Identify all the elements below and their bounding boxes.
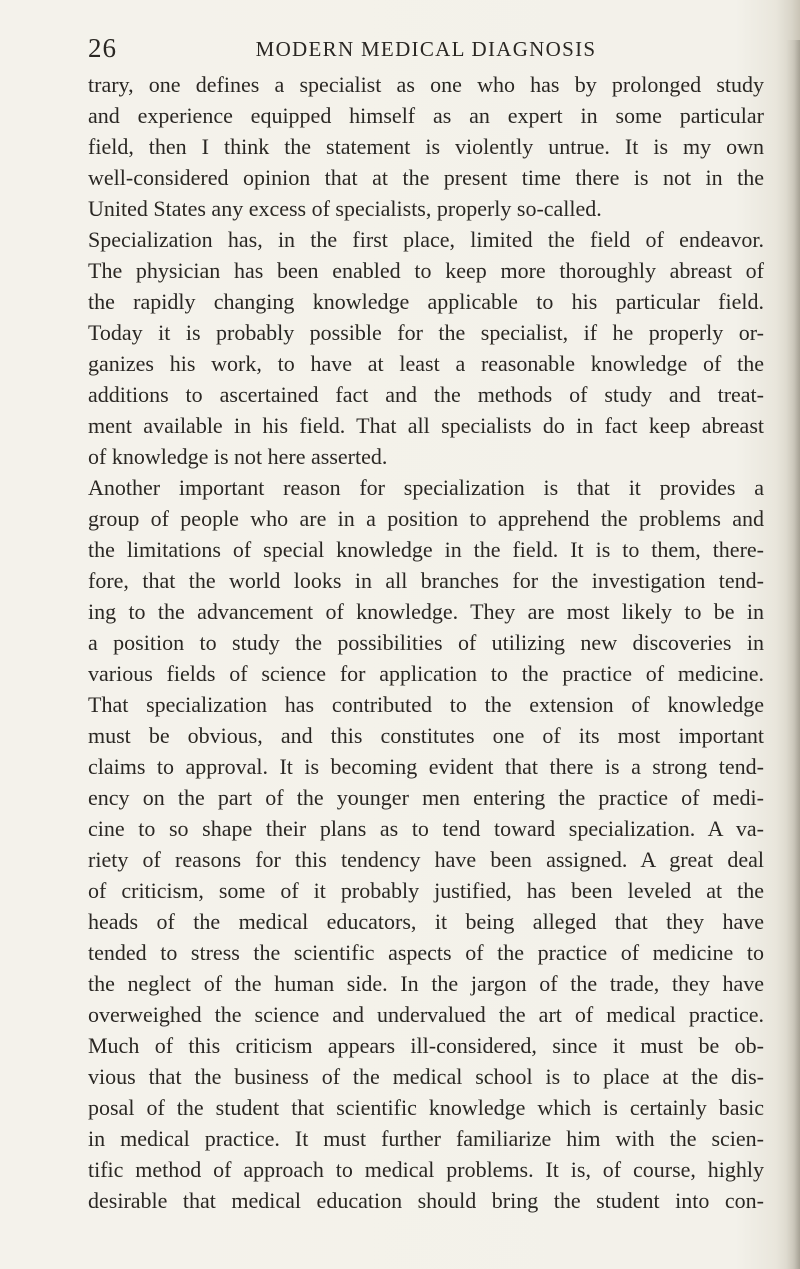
text-line: the limitations of special knowledge in the field. It is to them, there-: [88, 537, 764, 562]
text-line: That specialization has contributed to the extension of knowledge: [88, 692, 764, 717]
text-line: tific method of approach to medical problems. It is, of course, highly: [88, 1157, 764, 1182]
text-line: Much of this criticism appears ill-considered, since it must be ob-: [88, 1033, 764, 1058]
page-edge-shadow: [786, 40, 800, 1269]
text-line: United States any excess of specialists, properly so-called.: [88, 196, 602, 221]
running-head: MODERN MEDICAL DIAGNOSIS: [255, 37, 597, 61]
text-line: overweighed the science and undervalued the art of medical practice.: [88, 1002, 764, 1027]
text-line: of criticism, some of it probably justified, has been leveled at the: [88, 878, 764, 903]
text-line: tended to stress the scientific aspects of the practice of medicine to: [88, 940, 764, 965]
text-line: desirable that medical education should bring the student into con-: [88, 1188, 764, 1213]
text-line: field, then I think the statement is violently untrue. It is my own: [88, 134, 764, 159]
text-line: claims to approval. It is becoming evident that there is a strong tend-: [88, 754, 764, 779]
text-line: ing to the advancement of knowledge. They are most likely to be in: [88, 599, 764, 624]
text-line: Specialization has, in the first place, limited the field of endeavor.: [88, 227, 764, 252]
text-line: additions to ascertained fact and the methods of study and treat-: [88, 382, 764, 407]
text-line: the neglect of the human side. In the jargon of the trade, they have: [88, 971, 764, 996]
text-line: ency on the part of the younger men entering the practice of medi-: [88, 785, 764, 810]
text-line: a position to study the possibilities of utilizing new discoveries in: [88, 630, 764, 655]
text-line: various fields of science for application to the practice of medicine.: [88, 661, 764, 686]
text-line: heads of the medical educators, it being alleged that they have: [88, 909, 764, 934]
text-line: cine to so shape their plans as to tend toward specialization. A va-: [88, 816, 764, 841]
text-line: and experience equipped himself as an expert in some particular: [88, 103, 764, 128]
text-line: the rapidly changing knowledge applicable to his particular field.: [88, 289, 764, 314]
text-line: fore, that the world looks in all branches for the investigation tend-: [88, 568, 764, 593]
text-line: ganizes his work, to have at least a reasonable knowledge of the: [88, 351, 764, 376]
text-line: posal of the student that scientific knowledge which is certainly basic: [88, 1095, 764, 1120]
text-line: Today it is probably possible for the specialist, if he properly or-: [88, 320, 764, 345]
body-text: [88, 69, 764, 1216]
text-line: riety of reasons for this tendency have been assigned. A great deal: [88, 847, 764, 872]
text-line: vious that the business of the medical school is to place at the dis-: [88, 1064, 764, 1089]
text-line: Another important reason for specialization is that it provides a: [88, 475, 764, 500]
text-line: in medical practice. It must further familiarize him with the scien-: [88, 1126, 764, 1151]
page-number: 26: [88, 33, 117, 63]
text-line: The physician has been enabled to keep more thoroughly abreast of: [88, 258, 764, 283]
text-line: group of people who are in a position to apprehend the problems and: [88, 506, 764, 531]
text-line: well-considered opinion that at the present time there is not in the: [88, 165, 764, 190]
text-line: of knowledge is not here asserted.: [88, 444, 388, 469]
text-line: must be obvious, and this constitutes one of its most important: [88, 723, 764, 748]
page-header: [88, 30, 764, 66]
text-line: trary, one defines a specialist as one who has by prolonged study: [88, 72, 764, 97]
text-line: ment available in his field. That all specialists do in fact keep abreast: [88, 413, 764, 438]
